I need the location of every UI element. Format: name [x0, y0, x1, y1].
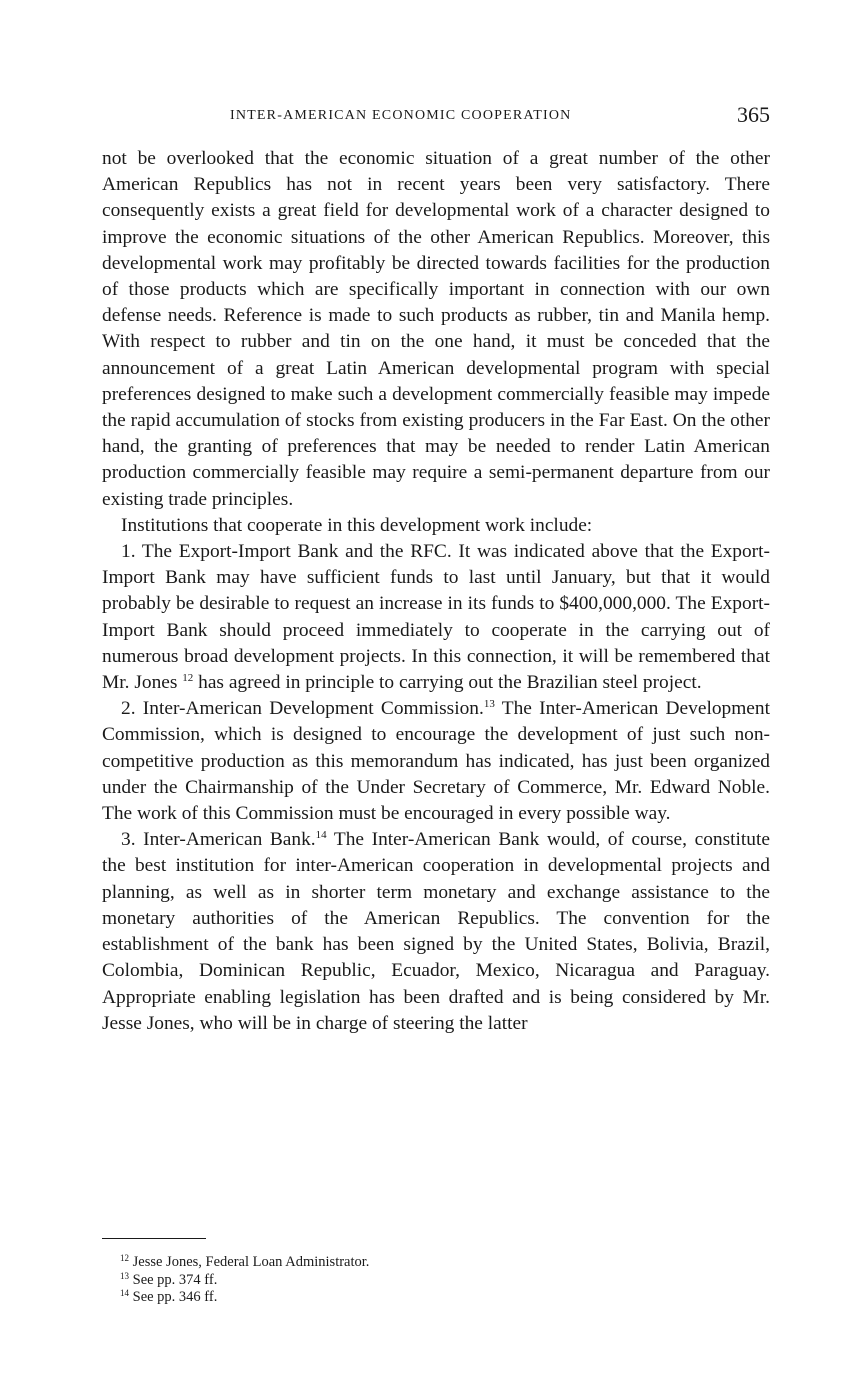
footnote-number: 12	[120, 1253, 129, 1263]
footnote-number: 14	[120, 1288, 129, 1298]
footnote	[120, 1289, 369, 1307]
body-text	[102, 146, 770, 1037]
footnote-text: Jesse Jones, Federal Loan Administrator.	[132, 1254, 370, 1270]
list-item-inter-american-bank	[102, 827, 770, 1037]
running-title: INTER-AMERICAN ECONOMIC COOPERATION	[230, 108, 572, 123]
footnotes	[120, 1254, 369, 1307]
footnote-text: See pp. 374 ff.	[132, 1271, 218, 1288]
page-number: 365	[737, 102, 770, 127]
item-text: 1. The Export-Import Bank and the RFC. It was indicated above that the Export-Import Bank may have sufficient funds to last until January, but that it would probably be desirable to request an increase in its funds to $400,000,000. The Export-Import Bank should proceed immediately to cooperate in the carrying out of numerous broad development projects. In this connection, it will be remembered that Mr. Jones	[102, 541, 770, 694]
footnote-text: See pp. 346 ff.	[132, 1289, 218, 1305]
running-head	[102, 100, 770, 134]
item-text: has agreed in principle to carrying out the Brazilian steel project.	[193, 672, 702, 694]
paragraph-continuation: not be overlooked that the economic situation of a great number of the other American Republics has not in recent years been very satisfactory. There consequently exists a great field for developmental work of a character designed to improve the economic situations of the other American Republics. Moreover, this developmental work may profitably be directed towards facilities for the production of those products which are specifically important in connection with our own defense needs. Reference is made to such products as rubber, tin and Manila hemp. With respect to rubber and tin on the one hand, it must be conceded that the announcement of a great Latin American developmental program with special preferences designed to make such a development commercially feasible may impede the rapid accumulation of stocks from existing producers in the Far East. On the other hand, the granting of preferences that may be needed to render Latin American production commercially feasible may require a semi-permanent departure from our existing trade principles.	[102, 148, 770, 510]
item-text: The Inter-American Bank would, of course, constitute the best institution for inter-American cooperation in developmental projects and planning, as well as in shorter term monetary and exchange assistance to the monetary authorities of the American Republics. The convention for the establishment of the bank has been signed by the United States, Bolivia, Brazil, Colombia, Dominican Republic, Ecuador, Mexico, Nicaragua and Paraguay. Appropriate enabling legislation has been drafted and is being considered by Mr. Jesse Jones, who will be in charge of steering the latter	[102, 829, 770, 1034]
list-item-export-import-bank	[102, 539, 770, 696]
item-text: 2. Inter-American Development Commission.	[121, 698, 484, 720]
footnote	[120, 1254, 369, 1272]
footnote-divider	[102, 1238, 206, 1239]
footnote	[120, 1272, 369, 1290]
document-page	[102, 100, 770, 1037]
item-text: 3. Inter-American Bank.	[121, 829, 316, 851]
footnote-ref: 13	[483, 698, 495, 711]
paragraph-institutions-intro: Institutions that cooperate in this development work include:	[121, 514, 593, 536]
footnote-number: 13	[120, 1270, 129, 1281]
footnote-ref: 12	[182, 672, 194, 685]
item-text: The Inter-American Development Commission, which is designed to encourage the development of just such non-competitive production as this memorandum has indicated, has just been organized under the Chairmanship of the Under Secretary of Commerce, Mr. Edward Noble. The work of this Commission must be encouraged in every possible way.	[102, 698, 770, 825]
footnote-ref: 14	[315, 829, 327, 842]
list-item-development-commission	[102, 696, 770, 827]
